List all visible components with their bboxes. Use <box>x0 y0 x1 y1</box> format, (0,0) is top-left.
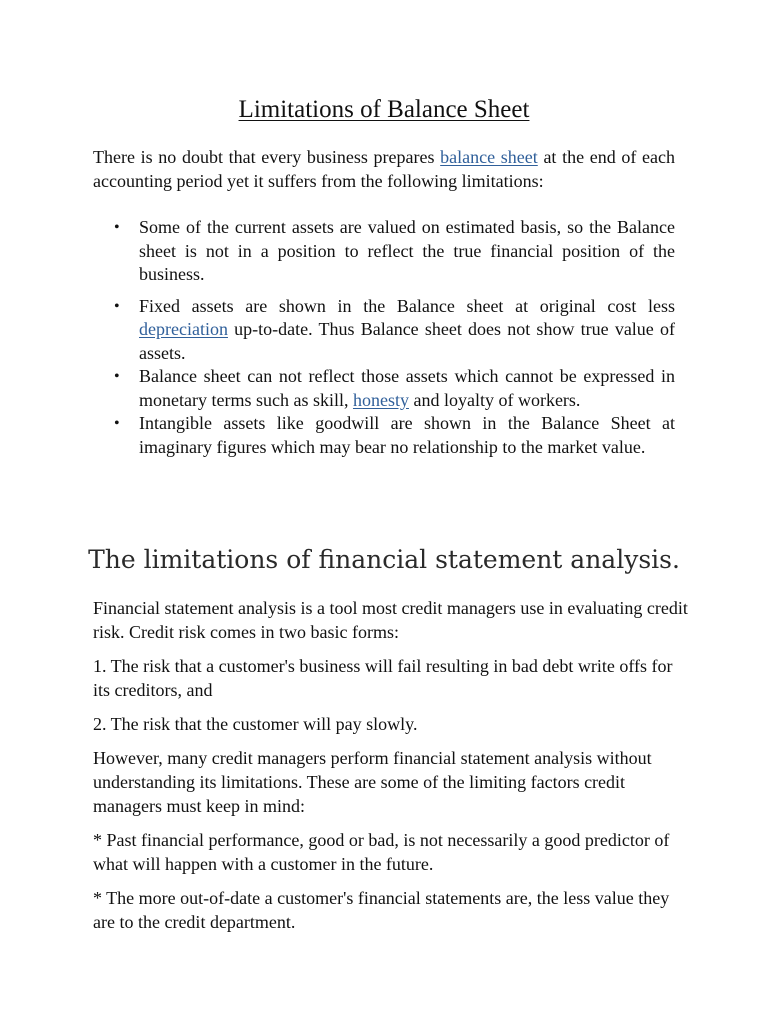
intro-paragraph: There is no doubt that every business prepares balance sheet at the end of each accounting period yet it suffers from the following limitations: <box>93 147 675 191</box>
honesty-link[interactable]: honesty <box>352 389 409 410</box>
bullet-icon: • <box>114 415 120 432</box>
list-item: • Fixed assets are shown in the Balance sheet at original cost less depreciation up-to-date. Thus Balance sheet does not show true value of assets. <box>114 295 675 363</box>
limitations-list <box>93 216 675 459</box>
balance-sheet-link[interactable]: balance sheet <box>440 147 538 167</box>
section-heading: The limitations of financial statement analysis. <box>88 545 680 574</box>
paragraph: * Past financial performance, good or bad, is not necessarily a good predictor of what will happen with a customer in the future. <box>93 830 670 874</box>
paragraph: 1. The risk that a customer's business will fail resulting in bad debt write offs for its creditors, and <box>93 656 673 700</box>
paragraph: However, many credit managers perform financial statement analysis without understanding its limitations. These are some of the limiting factors credit managers must keep in mind: <box>93 748 652 816</box>
depreciation-link[interactable]: depreciation <box>139 319 228 339</box>
paragraph: 2. The risk that the customer will pay slowly. <box>93 714 418 734</box>
list-item: • Intangible assets like goodwill are shown in the Balance Sheet at imaginary figures which may bear no relationship to the market value. <box>114 413 675 457</box>
section-body <box>93 596 693 934</box>
paragraph: Financial statement analysis is a tool most credit managers use in evaluating credit risk. Credit risk comes in two basic forms: <box>93 598 688 642</box>
page-title: Limitations of Balance Sheet <box>238 96 530 123</box>
list-item: • Balance sheet can not reflect those assets which cannot be expressed in monetary terms such as skill, honesty and loyalty of workers. <box>114 366 675 410</box>
bullet-icon: • <box>114 368 120 385</box>
bullet-icon: • <box>114 219 120 236</box>
paragraph: * The more out-of-date a customer's financial statements are, the less value they are to the credit department. <box>93 888 670 932</box>
bullet-icon: • <box>114 297 120 315</box>
list-item: • Some of the current assets are valued on estimated basis, so the Balance sheet is not in a position to reflect the true financial position of the business. <box>114 217 675 284</box>
